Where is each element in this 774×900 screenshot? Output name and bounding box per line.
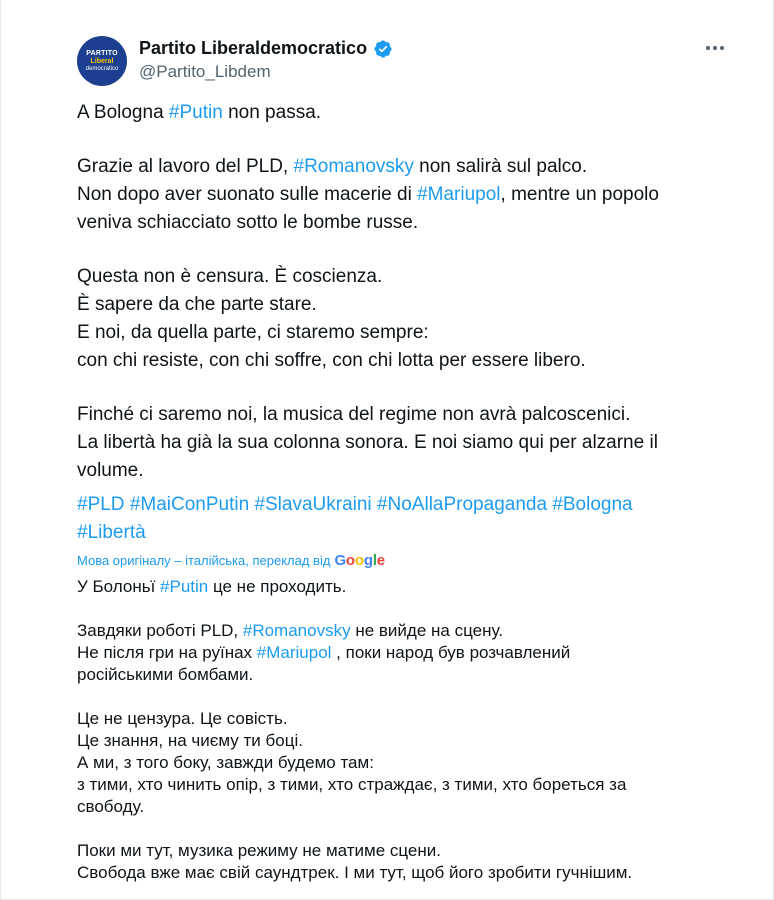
text-segment: , поки народ був розчавлений bbox=[331, 643, 571, 662]
paragraph-gap bbox=[77, 818, 737, 840]
text-segment: , mentre un popolo bbox=[500, 184, 659, 205]
hashtag-link[interactable]: #Putin bbox=[160, 577, 209, 596]
google-letter: o bbox=[354, 552, 364, 569]
google-letter: G bbox=[334, 552, 346, 569]
hashtag-line bbox=[77, 519, 737, 547]
tweet-text-original bbox=[77, 99, 737, 547]
paragraph-gap bbox=[77, 598, 737, 620]
hashtag-link[interactable]: #Mariupol bbox=[256, 643, 332, 662]
google-letter: g bbox=[363, 552, 373, 569]
avatar-text-line: democratico bbox=[85, 65, 119, 72]
text-line bbox=[77, 576, 737, 598]
text-line: з тими, хто чинить опір, з тими, хто страждає, з тими, хто бореться за bbox=[77, 775, 627, 794]
text-segment: Не після гри на руїнах bbox=[77, 643, 257, 662]
more-horizontal-icon[interactable] bbox=[701, 36, 729, 60]
text-line bbox=[77, 181, 737, 209]
paragraph-gap bbox=[77, 686, 737, 708]
google-letter: e bbox=[376, 552, 385, 569]
text-line: російськими бомбами. bbox=[77, 665, 254, 684]
text-line: È sapere da che parte stare. bbox=[77, 294, 317, 315]
hashtag-link[interactable]: #Libertà bbox=[77, 522, 146, 543]
text-line bbox=[77, 620, 737, 642]
verified-badge-icon bbox=[373, 39, 393, 59]
text-segment: non salirà sul palco. bbox=[413, 156, 588, 177]
display-name[interactable]: Partito Liberaldemocratico bbox=[139, 38, 368, 58]
hashtag-link[interactable]: #PLD bbox=[77, 494, 125, 515]
text-line: Questa non è censura. È coscienza. bbox=[77, 266, 383, 287]
hashtag-link[interactable]: #Mariupol bbox=[417, 184, 501, 205]
tweet-text-translation bbox=[77, 576, 737, 884]
hashtag-link[interactable]: #MaiConPutin bbox=[129, 494, 250, 515]
text-line: А ми, з того боку, завжди будемо там: bbox=[77, 753, 374, 772]
text-segment: У Болоньї bbox=[77, 577, 161, 596]
translation-note-text: Мова оригіналу – італійська, переклад від bbox=[77, 553, 331, 568]
hashtag-link[interactable]: #Romanovsky bbox=[242, 621, 351, 640]
text-line: La libertà ha già la sua colonna sonora. E noi siamo qui per alzarne il bbox=[77, 432, 658, 453]
hashtag-link[interactable]: #Romanovsky bbox=[293, 156, 414, 177]
avatar-text-line: Liberal bbox=[90, 57, 114, 65]
text-line: Це знання, на чиєму ти боці. bbox=[77, 731, 303, 750]
google-letter: l bbox=[372, 552, 377, 569]
text-line: Свобода вже має свій саундтрек. І ми тут, щоб його зробити гучнішим. bbox=[77, 863, 633, 882]
text-segment: Завдяки роботі PLD, bbox=[77, 621, 243, 640]
text-line: Це не цензура. Це совість. bbox=[77, 709, 288, 728]
text-line bbox=[77, 642, 737, 664]
paragraph-gap bbox=[77, 375, 737, 401]
hashtag-link[interactable]: #Bologna bbox=[552, 494, 633, 515]
hashtag-link[interactable]: #NoAllaPropaganda bbox=[376, 494, 548, 515]
text-line: veniva schiacciato sotto le bombe russe. bbox=[77, 212, 419, 233]
translation-note[interactable] bbox=[77, 552, 385, 569]
text-line bbox=[77, 99, 737, 127]
text-segment: Non dopo aver suonato sulle macerie di bbox=[77, 184, 418, 205]
hashtag-link[interactable]: #Putin bbox=[168, 102, 223, 123]
paragraph-gap bbox=[77, 127, 737, 153]
user-handle[interactable]: @Partito_Libdem bbox=[139, 62, 271, 81]
text-line: con chi resiste, con chi soffre, con chi lotta per essere libero. bbox=[77, 350, 586, 371]
text-segment: Grazie al lavoro del PLD, bbox=[77, 156, 294, 177]
text-line: volume. bbox=[77, 460, 144, 481]
text-segment: non passa. bbox=[222, 102, 322, 123]
paragraph-gap bbox=[77, 237, 737, 263]
hashtag-line bbox=[77, 491, 737, 519]
text-segment: A Bologna bbox=[77, 102, 169, 123]
text-line: свободу. bbox=[77, 797, 145, 816]
text-line: E noi, da quella parte, ci staremo sempre: bbox=[77, 322, 429, 343]
text-line bbox=[77, 153, 737, 181]
more-dot bbox=[713, 46, 717, 50]
text-segment: не вийде на сцену. bbox=[350, 621, 503, 640]
hashtag-link[interactable]: #SlavaUkraini bbox=[254, 494, 372, 515]
google-letter: o bbox=[345, 552, 355, 569]
text-line: Finché ci saremo noi, la musica del regime non avrà palcoscenici. bbox=[77, 404, 631, 425]
avatar[interactable] bbox=[77, 36, 127, 86]
more-dot bbox=[720, 46, 724, 50]
text-line: Поки ми тут, музика режиму не матиме сцени. bbox=[77, 841, 441, 860]
google-logo bbox=[334, 552, 385, 569]
more-dot bbox=[706, 46, 710, 50]
text-segment: це не проходить. bbox=[208, 577, 347, 596]
author-name-row bbox=[139, 38, 393, 59]
avatar-text-line: PARTITO bbox=[86, 49, 118, 57]
